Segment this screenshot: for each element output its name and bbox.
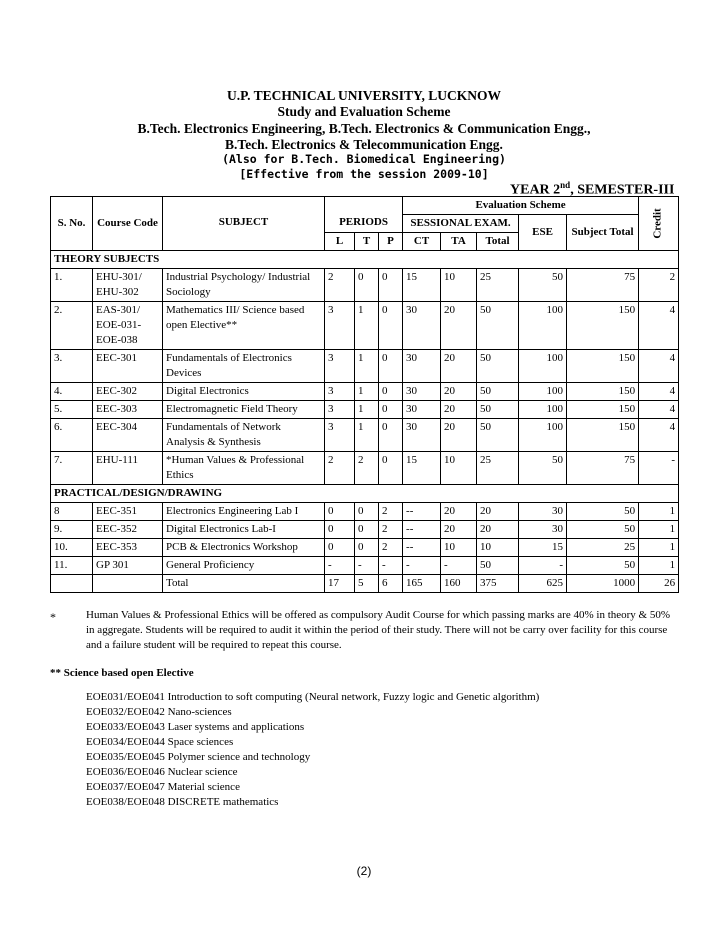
- cell-sno: 8: [51, 503, 93, 521]
- cell-ct: -: [403, 557, 441, 575]
- cell-ct: 165: [403, 575, 441, 593]
- cell-ta: 20: [441, 503, 477, 521]
- cell-sno: [51, 575, 93, 593]
- cell-sno: 6.: [51, 419, 93, 452]
- cell-p: 0: [379, 419, 403, 452]
- cell-subtotal: 150: [567, 401, 639, 419]
- cell-sno: 5.: [51, 401, 93, 419]
- cell-ta: 20: [441, 350, 477, 383]
- cell-ta: 10: [441, 539, 477, 557]
- cell-t: 0: [355, 503, 379, 521]
- cell-subtotal: 75: [567, 269, 639, 302]
- cell-subtotal: 1000: [567, 575, 639, 593]
- cell-p: 0: [379, 401, 403, 419]
- table-row: [51, 452, 679, 485]
- cell-ta: -: [441, 557, 477, 575]
- header-t: T: [355, 233, 379, 251]
- header-l: L: [325, 233, 355, 251]
- header-sno: S. No.: [51, 197, 93, 251]
- cell-code: EEC-352: [93, 521, 163, 539]
- table-row: [51, 419, 679, 452]
- cell-code: EAS-301/ EOE-031- EOE-038: [93, 302, 163, 350]
- cell-p: 0: [379, 452, 403, 485]
- cell-subject: Electronics Engineering Lab I: [163, 503, 325, 521]
- cell-code: EEC-301: [93, 350, 163, 383]
- cell-sno: 1.: [51, 269, 93, 302]
- table-row: [51, 383, 679, 401]
- table-row: [51, 401, 679, 419]
- footnote-marker: *: [50, 610, 56, 624]
- cell-subtotal: 150: [567, 383, 639, 401]
- cell-subject: PCB & Electronics Workshop: [163, 539, 325, 557]
- cell-subtotal: 50: [567, 521, 639, 539]
- cell-credit: 1: [639, 503, 679, 521]
- cell-ta: 160: [441, 575, 477, 593]
- cell-code: EEC-302: [93, 383, 163, 401]
- table-row: [51, 575, 679, 593]
- cell-t: 0: [355, 269, 379, 302]
- cell-code: EEC-303: [93, 401, 163, 419]
- cell-credit: 1: [639, 521, 679, 539]
- cell-total: 50: [477, 383, 519, 401]
- header-course-code: Course Code: [93, 197, 163, 251]
- cell-code: EEC-351: [93, 503, 163, 521]
- cell-subtotal: 25: [567, 539, 639, 557]
- cell-code: GP 301: [93, 557, 163, 575]
- cell-subtotal: 150: [567, 302, 639, 350]
- cell-l: -: [325, 557, 355, 575]
- cell-ese: 100: [519, 350, 567, 383]
- elective-item: EOE033/EOE043 Laser systems and applications: [86, 721, 305, 733]
- cell-t: 1: [355, 350, 379, 383]
- header-p: P: [379, 233, 403, 251]
- cell-p: 2: [379, 539, 403, 557]
- cell-ese: 100: [519, 401, 567, 419]
- cell-t: 1: [355, 383, 379, 401]
- cell-subject: Mathematics III/ Science based open Elective**: [163, 302, 325, 350]
- cell-t: 1: [355, 419, 379, 452]
- table-row: [51, 539, 679, 557]
- scheme-title: Study and Evaluation Scheme: [277, 104, 451, 119]
- page-number: (2): [356, 864, 372, 878]
- cell-sno: 7.: [51, 452, 93, 485]
- table-row: [51, 350, 679, 383]
- cell-t: 1: [355, 302, 379, 350]
- elective-item: EOE036/EOE046 Nuclear science: [86, 766, 238, 778]
- elective-item: EOE035/EOE045 Polymer science and technology: [86, 751, 311, 763]
- table-row: [51, 557, 679, 575]
- programs-note: (Also for B.Tech. Biomedical Engineering): [222, 152, 506, 166]
- cell-credit: -: [639, 452, 679, 485]
- cell-total: 50: [477, 557, 519, 575]
- cell-total: 10: [477, 539, 519, 557]
- cell-subject: Digital Electronics Lab-I: [163, 521, 325, 539]
- cell-total: 20: [477, 503, 519, 521]
- cell-ct: --: [403, 503, 441, 521]
- cell-ta: 20: [441, 521, 477, 539]
- cell-ct: 15: [403, 269, 441, 302]
- cell-ese: 15: [519, 539, 567, 557]
- elective-item: EOE032/EOE042 Nano-sciences: [86, 706, 232, 718]
- table-row: [51, 521, 679, 539]
- cell-t: 5: [355, 575, 379, 593]
- cell-l: 3: [325, 419, 355, 452]
- cell-total: 50: [477, 350, 519, 383]
- cell-total: 375: [477, 575, 519, 593]
- cell-l: 3: [325, 350, 355, 383]
- elective-item: EOE038/EOE048 DISCRETE mathematics: [86, 796, 279, 808]
- cell-total: 25: [477, 452, 519, 485]
- cell-p: 0: [379, 350, 403, 383]
- cell-l: 3: [325, 383, 355, 401]
- cell-total: 50: [477, 302, 519, 350]
- cell-p: 0: [379, 383, 403, 401]
- cell-ese: 30: [519, 521, 567, 539]
- cell-subtotal: 50: [567, 503, 639, 521]
- table-row: [51, 269, 679, 302]
- elective-item: EOE037/EOE047 Material science: [86, 781, 240, 793]
- cell-t: 0: [355, 521, 379, 539]
- section-theory: THEORY SUBJECTS: [51, 251, 679, 269]
- cell-p: 0: [379, 302, 403, 350]
- year-semester: YEAR 2nd, SEMESTER-III: [510, 180, 675, 198]
- cell-ct: --: [403, 539, 441, 557]
- cell-credit: 4: [639, 401, 679, 419]
- cell-credit: 1: [639, 557, 679, 575]
- cell-l: 2: [325, 452, 355, 485]
- cell-ct: 30: [403, 350, 441, 383]
- header-credit: Credit: [639, 197, 679, 251]
- cell-total: 20: [477, 521, 519, 539]
- cell-ta: 20: [441, 302, 477, 350]
- cell-l: 17: [325, 575, 355, 593]
- cell-subtotal: 50: [567, 557, 639, 575]
- cell-l: 3: [325, 401, 355, 419]
- cell-t: -: [355, 557, 379, 575]
- cell-total: 50: [477, 401, 519, 419]
- cell-l: 3: [325, 302, 355, 350]
- cell-subject: General Proficiency: [163, 557, 325, 575]
- evaluation-scheme-table: [50, 196, 679, 593]
- session-note: [Effective from the session 2009-10]: [239, 167, 489, 181]
- cell-p: 6: [379, 575, 403, 593]
- cell-l: 0: [325, 521, 355, 539]
- cell-ese: 625: [519, 575, 567, 593]
- elective-item: EOE034/EOE044 Space sciences: [86, 736, 234, 748]
- cell-subtotal: 75: [567, 452, 639, 485]
- cell-subject: Electromagnetic Field Theory: [163, 401, 325, 419]
- header-subject-total: Subject Total: [567, 215, 639, 251]
- cell-ese: 50: [519, 452, 567, 485]
- header-evaluation-scheme: Evaluation Scheme: [403, 197, 639, 215]
- cell-sno: 11.: [51, 557, 93, 575]
- cell-t: 2: [355, 452, 379, 485]
- cell-ct: 30: [403, 401, 441, 419]
- cell-ta: 10: [441, 452, 477, 485]
- cell-ese: 100: [519, 419, 567, 452]
- cell-t: 1: [355, 401, 379, 419]
- header-ct: CT: [403, 233, 441, 251]
- cell-ta: 20: [441, 419, 477, 452]
- cell-ct: 30: [403, 383, 441, 401]
- cell-subject: Fundamentals of Electronics Devices: [163, 350, 325, 383]
- cell-code: EEC-353: [93, 539, 163, 557]
- electives-title: ** Science based open Elective: [50, 667, 194, 679]
- cell-credit: 1: [639, 539, 679, 557]
- header-sessional: SESSIONAL EXAM.: [403, 215, 519, 233]
- cell-sno: 2.: [51, 302, 93, 350]
- electives-list: [86, 690, 539, 810]
- cell-credit: 4: [639, 350, 679, 383]
- cell-code: [93, 575, 163, 593]
- cell-sno: 4.: [51, 383, 93, 401]
- cell-ta: 20: [441, 401, 477, 419]
- cell-l: 0: [325, 539, 355, 557]
- cell-p: 2: [379, 521, 403, 539]
- cell-t: 0: [355, 539, 379, 557]
- cell-ct: --: [403, 521, 441, 539]
- cell-subject: *Human Values & Professional Ethics: [163, 452, 325, 485]
- cell-credit: 26: [639, 575, 679, 593]
- cell-ta: 10: [441, 269, 477, 302]
- cell-sno: 10.: [51, 539, 93, 557]
- cell-sno: 3.: [51, 350, 93, 383]
- cell-ct: 30: [403, 419, 441, 452]
- cell-subject: Total: [163, 575, 325, 593]
- cell-ese: 30: [519, 503, 567, 521]
- cell-code: EHU-111: [93, 452, 163, 485]
- cell-credit: 2: [639, 269, 679, 302]
- cell-ese: 100: [519, 302, 567, 350]
- cell-sno: 9.: [51, 521, 93, 539]
- elective-item: EOE031/EOE041 Introduction to soft computing (Neural network, Fuzzy logic and Genetic algorithm): [86, 691, 540, 703]
- cell-subject: Industrial Psychology/ Industrial Sociology: [163, 269, 325, 302]
- cell-subject: Fundamentals of Network Analysis & Synthesis: [163, 419, 325, 452]
- cell-total: 25: [477, 269, 519, 302]
- cell-subject: Digital Electronics: [163, 383, 325, 401]
- cell-total: 50: [477, 419, 519, 452]
- university-title: U.P. TECHNICAL UNIVERSITY, LUCKNOW: [226, 88, 502, 103]
- cell-p: -: [379, 557, 403, 575]
- cell-subtotal: 150: [567, 350, 639, 383]
- cell-subtotal: 150: [567, 419, 639, 452]
- cell-credit: 4: [639, 419, 679, 452]
- cell-ese: 50: [519, 269, 567, 302]
- cell-l: 0: [325, 503, 355, 521]
- header-subject: SUBJECT: [163, 197, 325, 251]
- cell-p: 2: [379, 503, 403, 521]
- table-row: [51, 302, 679, 350]
- cell-ta: 20: [441, 383, 477, 401]
- footnote-text: Human Values & Professional Ethics will be offered as compulsory Audit Course for which passing marks are 40% in theory & 50% in aggregate. Students will be required to audit it within the period of their study. There will not be carry over facility for this course and a failure student will be required to repeat this course.: [86, 609, 671, 651]
- cell-credit: 4: [639, 383, 679, 401]
- cell-ese: 100: [519, 383, 567, 401]
- programs-line-2: B.Tech. Electronics & Telecommunication Engg.: [225, 137, 503, 152]
- cell-credit: 4: [639, 302, 679, 350]
- cell-ese: -: [519, 557, 567, 575]
- cell-ct: 30: [403, 302, 441, 350]
- header-ese: ESE: [519, 215, 567, 251]
- cell-code: EEC-304: [93, 419, 163, 452]
- header-total: Total: [477, 233, 519, 251]
- programs-line-1: B.Tech. Electronics Engineering, B.Tech. Electronics & Communication Engg.,: [137, 121, 591, 136]
- header-ta: TA: [441, 233, 477, 251]
- cell-l: 2: [325, 269, 355, 302]
- cell-ct: 15: [403, 452, 441, 485]
- table-row: [51, 503, 679, 521]
- section-practical: PRACTICAL/DESIGN/DRAWING: [51, 485, 679, 503]
- cell-p: 0: [379, 269, 403, 302]
- cell-code: EHU-301/ EHU-302: [93, 269, 163, 302]
- header-periods: PERIODS: [325, 197, 403, 233]
